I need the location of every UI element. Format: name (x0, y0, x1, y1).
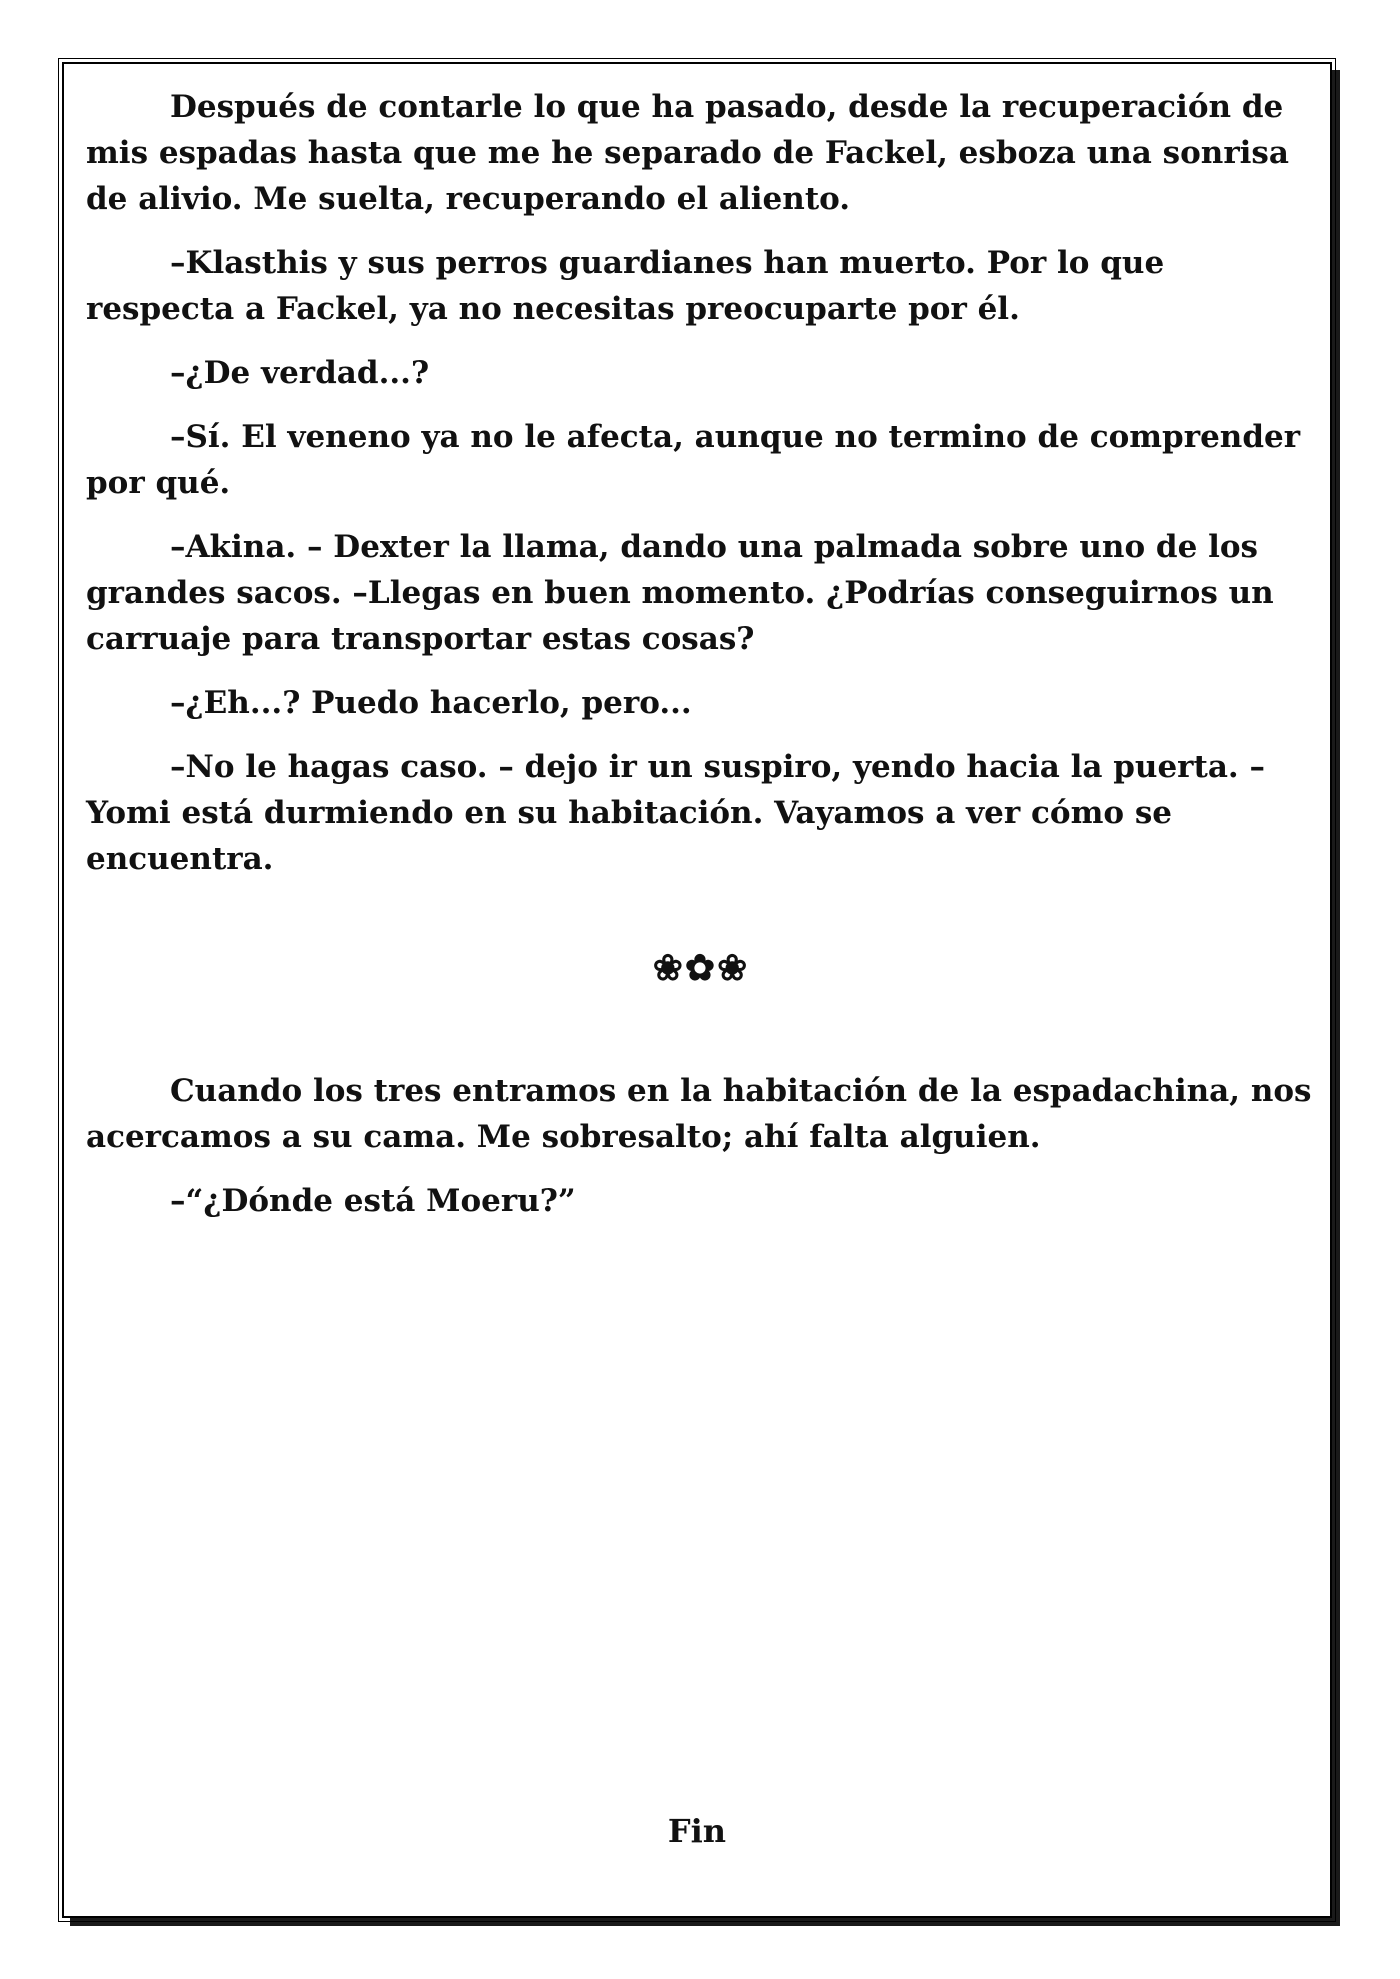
paragraph: –Akina. – Dexter la llama, dando una palmada sobre uno de los grandes sacos. –Llegas en buen momento. ¿Podrías conseguirnos un carruaje para transportar estas cosas? (86, 529, 1274, 657)
paragraph: –No le hagas caso. – dejo ir un suspiro, yendo hacia la puerta. –Yomi está durmiendo en su habitación. Vayamos a ver cómo se encuentra. (86, 749, 1265, 877)
paragraph: Cuando los tres entramos en la habitación de la espadachina, nos acercamos a su cama. Me sobresalto; ahí falta alguien. (86, 1073, 1312, 1155)
page-frame (62, 62, 1332, 1918)
paragraph: –“¿Dónde está Moeru?” (170, 1183, 576, 1219)
paragraph: Después de contarle lo que ha pasado, desde la recuperación de mis espadas hasta que me he separado de Fackel, esboza una sonrisa de alivio. Me suelta, recuperando el aliento. (86, 89, 1289, 217)
page-content (86, 84, 1316, 1242)
paragraph: –Klasthis y sus perros guardianes han muerto. Por lo que respecta a Fackel, ya no necesitas preocuparte por él. (86, 245, 1165, 327)
ending-label: Fin (667, 1812, 727, 1850)
paragraph: –Sí. El veneno ya no le afecta, aunque no termino de comprender por qué. (86, 419, 1301, 501)
paragraph: –¿De verdad...? (170, 355, 430, 391)
scene-separator-ornament: ❀✿❀ (652, 947, 750, 989)
paragraph: –¿Eh...? Puedo hacerlo, pero... (170, 685, 692, 721)
